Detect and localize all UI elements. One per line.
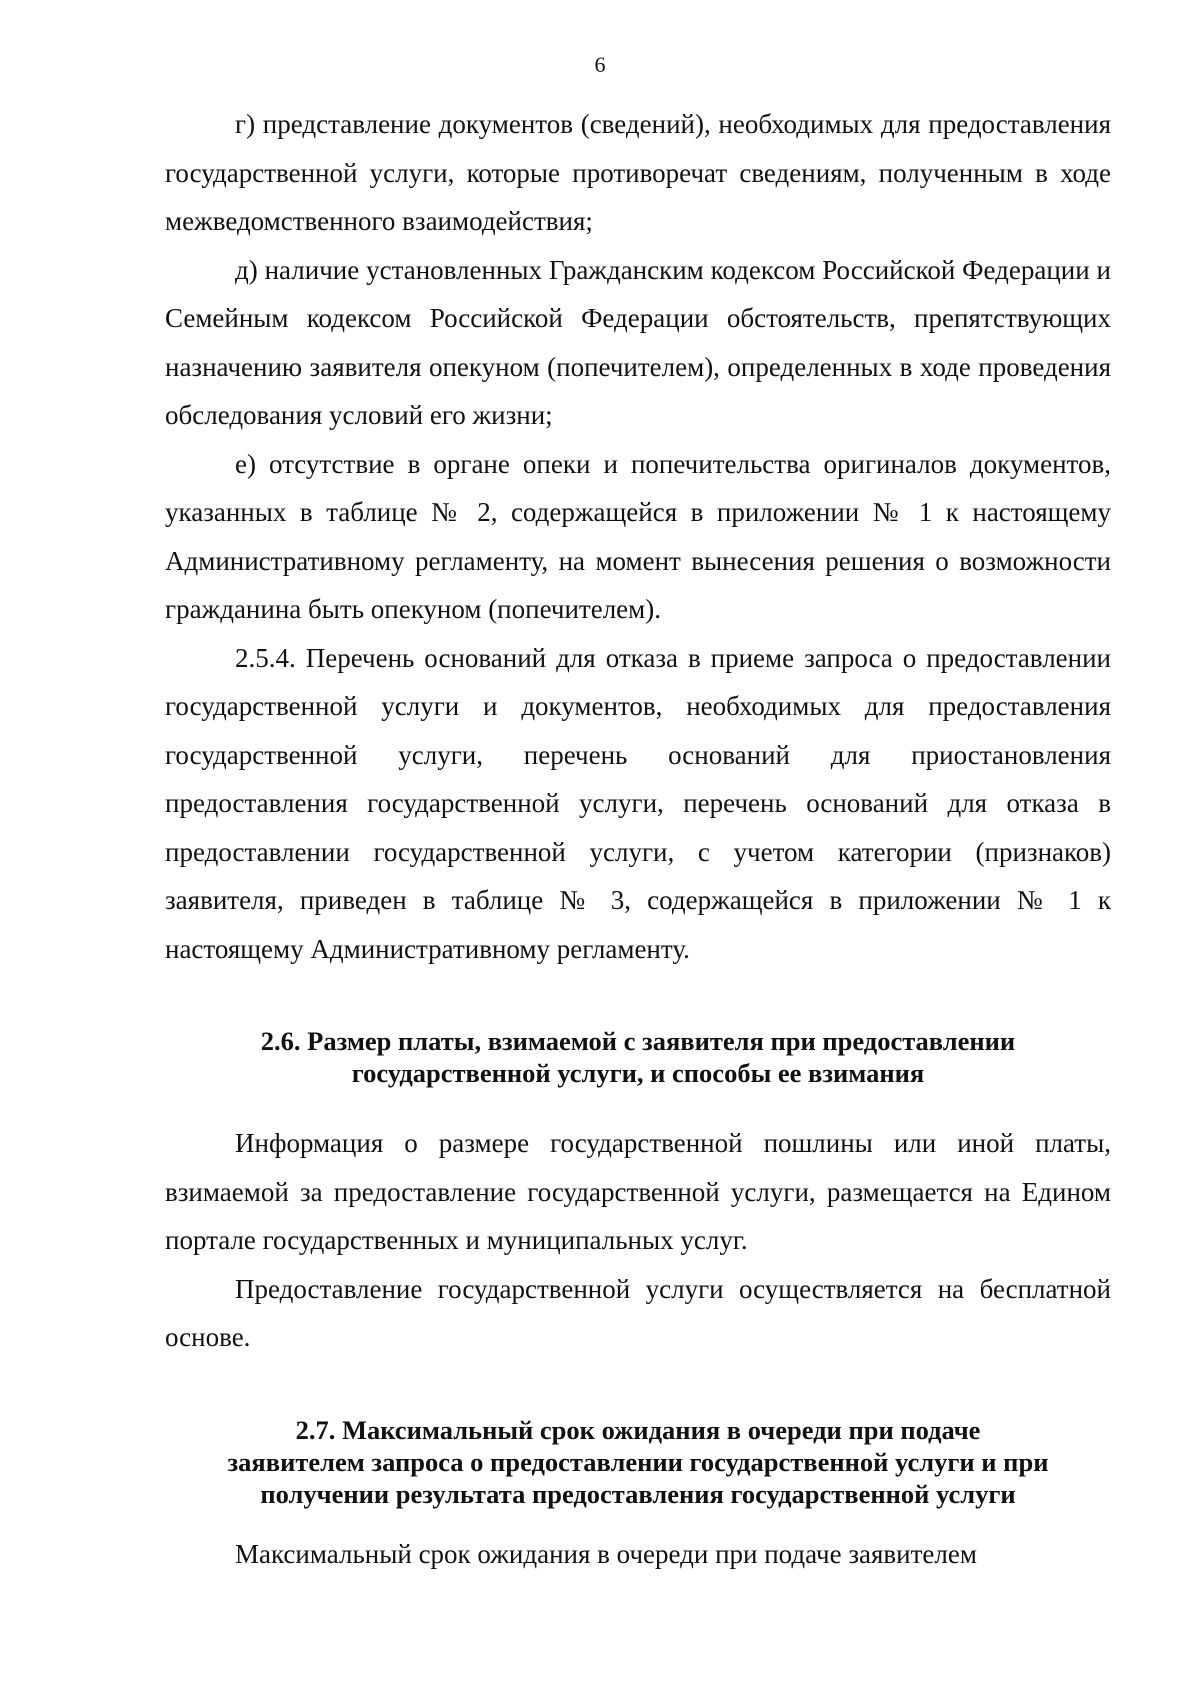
paragraph-item-g: г) представление документов (сведений), необходимых для предоставления государственной услуги, которые противоречат сведениям, полученным в ходе межведомственного взаимодействия; xyxy=(165,109,1111,236)
section-2-6-paragraph-free: Предоставление государственной услуги осуществляется на бесплатной основе. xyxy=(165,1273,1111,1352)
section-2-7-paragraph-wait-time: Максимальный срок ожидания в очереди при подаче заявителем xyxy=(235,1538,977,1569)
section-2-7-heading-line-3: получении результата предоставления государственной услуги xyxy=(260,1478,1016,1509)
paragraph-item-e: е) отсутствие в органе опеки и попечительства оригиналов документов, указанных в таблице № 2, содержащейся в приложении № 1 к настоящему Административному регламенту, на момент вынесения решения о возможности гражданина быть опекуном (попечителем). xyxy=(165,448,1111,624)
document-body xyxy=(165,100,1111,1578)
section-2-6-paragraph-fee-info: Информация о размере государственной пошлины или иной платы, взимаемой за предоставление государственной услуги, размещается на Едином портале государственных и муниципальных услуг. xyxy=(165,1128,1111,1255)
page-number: 6 xyxy=(594,52,606,77)
section-2-6-heading xyxy=(165,1025,1111,1089)
section-2-7-heading-line-1: 2.7. Максимальный срок ожидания в очереди при подаче xyxy=(295,1414,981,1445)
section-2-7-heading xyxy=(165,1414,1111,1510)
section-2-7-heading-line-2: заявителем запроса о предоставлении государственной услуги и при xyxy=(227,1446,1049,1477)
section-2-6-heading-line-2: государственной услуги, и способы ее взимания xyxy=(351,1058,925,1088)
paragraph-2-5-4: 2.5.4. Перечень оснований для отказа в приеме запроса о предоставлении государственной услуги и документов, необходимых для предоставления государственной услуги, перечень оснований для приостановления предоставления государственной услуги, перечень оснований для отказа в предоставлении государственной услуги, с учетом категории (признаков) заявителя, приведен в таблице № 3, содержащейся в приложении № 1 к настоящему Административному регламенту. xyxy=(165,642,1111,964)
paragraph-item-d: д) наличие установленных Гражданским кодексом Российской Федерации и Семейным кодексом Российской Федерации обстоятельств, препятствующих назначению заявителя опекуном (попечителем), определенных в ходе проведения обследования условий его жизни; xyxy=(165,254,1111,430)
section-2-6-heading-line-1: 2.6. Размер платы, взимаемой с заявителя при предоставлении xyxy=(260,1026,1016,1056)
